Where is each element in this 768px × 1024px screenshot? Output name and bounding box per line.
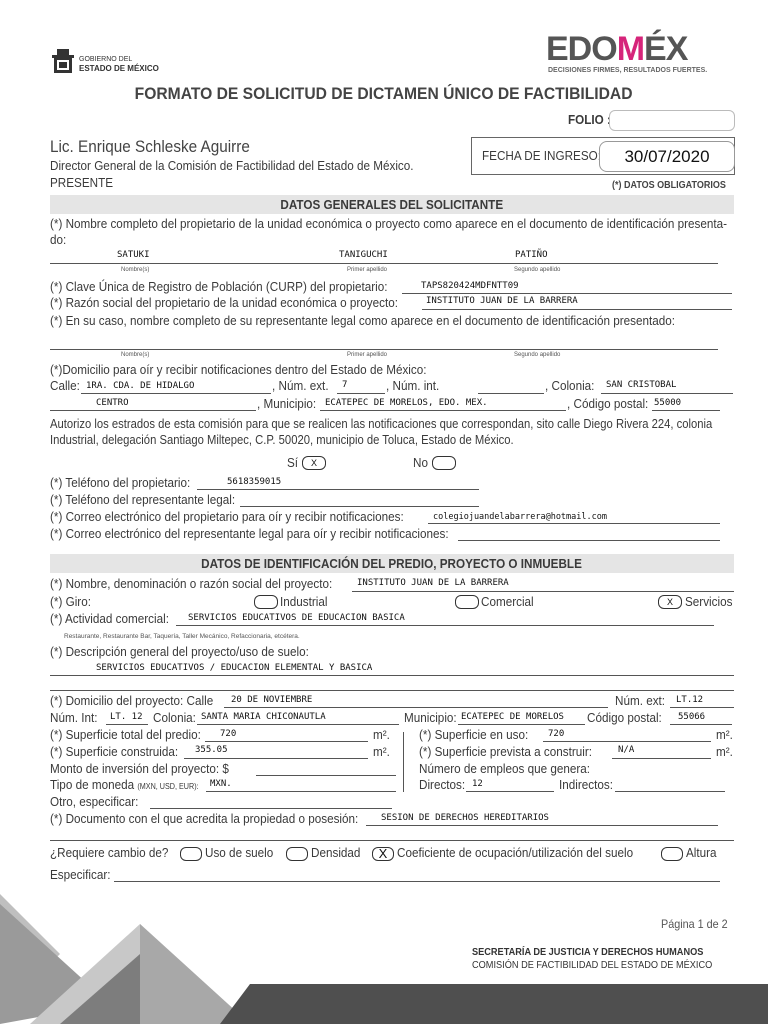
sup-const-label: (*) Superficie construida: [50,744,179,759]
caption-segundo-rep: Segundo apellido [514,352,561,358]
actividad-hint: Restaurante, Restaurante Bar, Taquería, Taller Mecánico, Refaccionaria, etcétera. [64,633,300,640]
footer-secretaria: SECRETARÍA DE JUSTICIA Y DERECHOS HUMANOS [472,947,704,958]
num-ext-line [337,393,385,394]
email-owner-line [428,523,720,524]
dom-col-line [197,724,399,725]
dom-int-value[interactable]: LT. 12 [110,712,143,722]
owner-name-line [50,263,718,264]
caption-primer: Primer apellido [347,267,388,273]
actividad-line [176,625,714,626]
curp-label: (*) Clave Única de Registro de Población (CURP) del propietario: [50,279,388,294]
giro-comercial-checkbox[interactable] [455,595,479,609]
section1-title [50,195,734,214]
si-checkbox[interactable]: X [302,456,326,470]
num-ext-label: , Núm. ext. [272,378,329,393]
giro-servicios-checkbox[interactable]: X [658,595,682,609]
descripcion-line-1 [50,675,734,676]
dom-cp-label: Código postal: [587,710,662,725]
colonia-value[interactable]: SAN CRISTOBAL [606,380,677,390]
owner-name-label-2: do: [50,232,67,247]
sup-const-line [184,758,368,759]
giro-servicios-label: Servicios [685,594,733,609]
calle-value[interactable]: 1RA. CDA. DE HIDALGO [86,381,195,391]
colonia-line [601,393,733,394]
form-title-wrap [0,84,768,104]
altura-checkbox[interactable] [661,847,683,861]
ingreso-label: FECHA DE INGRESO: [482,148,601,163]
dom-cp-value[interactable]: 55066 [678,712,706,722]
section2-title [50,554,734,573]
required-note: (*) DATOS OBLIGATORIOS [612,180,726,191]
sup-total-value[interactable]: 720 [220,729,237,739]
giro-comercial-label: Comercial [481,594,534,609]
dom-ext-value[interactable]: LT.12 [676,695,704,705]
dom-proyecto-label: (*) Domicilio del proyecto: Calle [50,693,214,708]
no-label: No [413,455,428,470]
sup-total-line [205,741,368,742]
dom-calle-value[interactable]: 20 DE NOVIEMBRE [231,695,313,705]
giro-label: (*) Giro: [50,594,91,609]
addressee-position: Director General de la Comisión de Factibilidad del Estado de México. [50,158,414,173]
otro-line[interactable] [150,808,392,809]
cp-label: , Código postal: [567,396,649,411]
moneda-value[interactable]: MXN. [210,779,232,789]
sup-prev-label: (*) Superficie prevista a construir: [419,744,592,759]
no-checkbox[interactable] [432,456,456,470]
rep-label: (*) En su caso, nombre completo de su representante legal como aparece en el documento de identificación presentado: [50,313,676,328]
dom-ext-label: Núm. ext: [615,693,666,708]
sup-total-unit: m². [373,727,390,742]
tel-rep-line[interactable] [240,506,479,507]
email-rep-label: (*) Correo electrónico del representante legal para oír y recibir notificaciones: [50,526,449,541]
razon-line [422,309,732,310]
dom-cp-line [670,724,732,725]
colonia-line-2 [50,410,256,411]
edomex-logo [546,32,736,66]
colonia-value-2[interactable]: CENTRO [96,398,129,408]
ingreso-date[interactable]: 30/07/2020 [599,141,735,172]
calle-label: Calle: [50,378,80,393]
directos-label: Directos: [419,777,466,792]
section2-title-text: DATOS DE IDENTIFICACIÓN DEL PREDIO, PROYECTO O INMUEBLE [201,556,583,571]
si-label: Sí [287,455,299,470]
densidad-label: Densidad [311,845,361,860]
documento-line-2[interactable] [50,840,734,841]
tel-owner-line [197,489,479,490]
razon-label: (*) Razón social del propietario de la unidad económica o proyecto: [50,295,398,310]
actividad-label: (*) Actividad comercial: [50,611,169,626]
proyecto-nombre-value[interactable]: INSTITUTO JUAN DE LA BARRERA [357,578,509,588]
column-divider [403,732,404,792]
municipio-value[interactable]: ECATEPEC DE MORELOS, EDO. MEX. [325,398,488,408]
calle-line [81,393,271,394]
documento-label: (*) Documento con el que acredita la propiedad o posesión: [50,811,359,826]
colonia-label: , Colonia: [545,378,595,393]
descripcion-value[interactable]: SERVICIOS EDUCATIVOS / EDUCACION ELEMENTAL Y BASICA [96,663,373,673]
municipio-label: , Municipio: [257,396,317,411]
proyecto-nombre-label: (*) Nombre, denominación o razón social del proyecto: [50,576,333,591]
gov-name-line1: GOBIERNO DEL [79,56,133,63]
owner-first-name[interactable]: SATUKI [117,250,150,260]
monto-label: Monto de inversión del proyecto: $ [50,761,229,776]
autorizo-line-2: Industrial, delegación Santiago Miltepec, C.P. 50020, municipio de Toluca, Estado de México. [50,433,514,447]
descripcion-line-2[interactable] [50,690,734,691]
brand-part-b: M [616,30,645,68]
num-ext-value[interactable]: 7 [342,380,348,390]
num-int-line[interactable] [478,393,544,394]
owner-last-name-2[interactable]: PATIÑO [515,250,548,260]
dom-ext-line [670,707,734,708]
form-title: FORMATO DE SOLICITUD DE DICTAMEN ÚNICO DE FACTIBILIDAD [135,84,633,103]
indirectos-line[interactable] [615,791,725,792]
dom-int-line [106,724,148,725]
sup-prev-unit: m². [716,744,733,759]
moneda-label-text: Tipo de moneda [50,777,135,792]
tel-owner-value[interactable]: 5618359015 [227,477,282,487]
caption-segundo: Segundo apellido [514,267,561,273]
sup-uso-unit: m². [716,727,733,742]
rep-name-line[interactable] [50,349,718,350]
dom-calle-line [224,707,608,708]
section1-title-text: DATOS GENERALES DEL SOLICITANTE [280,197,504,212]
footer-comision: COMISIÓN DE FACTIBILIDAD DEL ESTADO DE MÉXICO [472,960,713,971]
documento-value[interactable]: SESION DE DERECHOS HEREDITARIOS [381,813,549,823]
sup-uso-line [543,741,711,742]
moneda-hint: (MXN, USD, EUR): [137,782,199,791]
dom-col-value[interactable]: SANTA MARIA CHICONAUTLA [201,712,326,722]
brand-part-c: ÉX [644,30,688,68]
altura-label: Altura [686,845,717,860]
especificar-label: Especificar: [50,867,111,882]
dom-mun-label: Municipio: [404,710,457,725]
state-seal-icon [52,49,74,75]
page-number: Página 1 de 2 [661,917,728,931]
sup-uso-label: (*) Superficie en uso: [419,727,529,742]
dom-mun-line [458,724,585,725]
uso-suelo-label: Uso de suelo [205,845,274,860]
documento-line [366,825,718,826]
folio-field[interactable] [609,110,735,131]
giro-industrial-label: Industrial [280,594,328,609]
brand-part-a: EDO [546,30,617,68]
dom-mun-value[interactable]: ECATEPEC DE MORELOS [461,712,564,722]
moneda-label [50,777,199,792]
gov-logo [52,49,74,75]
caption-nombre-rep: Nombre(s) [121,352,150,358]
sup-uso-value[interactable]: 720 [548,729,565,739]
owner-name-label-1: (*) Nombre completo del propietario de la unidad económica o proyecto como aparece en el documento de identificación presenta- [50,216,728,231]
domicilio-label: (*)Domicilio para oír y recibir notificaciones dentro del Estado de México: [50,362,427,377]
directos-value[interactable]: 12 [472,779,483,789]
cp-line [652,410,720,411]
dom-col-label: Colonia: [153,710,196,725]
indirectos-label: Indirectos: [559,777,613,792]
municipio-line [320,410,566,411]
actividad-value[interactable]: SERVICIOS EDUCATIVOS DE EDUCACION BASICA [188,613,405,623]
dom-int-label: Núm. Int: [50,710,98,725]
sup-total-label: (*) Superficie total del predio: [50,727,201,742]
giro-industrial-checkbox[interactable] [254,595,278,609]
curp-line [402,293,732,294]
densidad-checkbox[interactable] [286,847,308,861]
razon-value[interactable]: INSTITUTO JUAN DE LA BARRERA [426,296,578,306]
empleos-label: Número de empleos que genera: [419,761,591,776]
num-int-label: , Núm. int. [386,378,440,393]
gov-name-line2: ESTADO DE MÉXICO [79,64,159,73]
cambio-label: ¿Requiere cambio de? [50,845,169,860]
cp-value[interactable]: 55000 [654,398,682,408]
coeficiente-checkbox[interactable]: X [372,847,394,861]
sup-prev-line [612,758,711,759]
email-rep-line[interactable] [458,540,720,541]
monto-line[interactable] [256,775,396,776]
caption-primer-rep: Primer apellido [347,352,388,358]
email-owner-value[interactable]: colegiojuandelabarrera@hotmail.com [433,512,607,522]
proyecto-nombre-line [352,591,734,592]
sup-const-value[interactable]: 355.05 [195,745,228,755]
email-owner-label: (*) Correo electrónico del propietario para oír y recibir notificaciones: [50,509,404,524]
curp-value[interactable]: TAPS820424MDFNTT09 [421,281,519,291]
directos-line [466,791,554,792]
especificar-line[interactable] [114,881,720,882]
folio-label: FOLIO : [568,112,611,127]
autorizo-line-1: Autorizo los estrados de esta comisión para que se realicen las notificaciones que correspondan, sito calle Diego Rivera 224, colonia [50,417,713,431]
sup-const-unit: m². [373,744,390,759]
caption-nombre: Nombre(s) [121,267,150,273]
tel-owner-label: (*) Teléfono del propietario: [50,475,191,490]
tel-rep-label: (*) Teléfono del representante legal: [50,492,236,507]
uso-suelo-checkbox[interactable] [180,847,202,861]
sup-prev-value[interactable]: N/A [618,745,635,755]
coeficiente-label: Coeficiente de ocupación/utilización del suelo [397,845,634,860]
descripcion-label: (*) Descripción general del proyecto/uso de suelo: [50,644,309,659]
addressee-name: Lic. Enrique Schleske Aguirre [50,137,250,156]
otro-label: Otro, especificar: [50,794,139,809]
addressee-presente: PRESENTE [50,175,114,190]
owner-last-name-1[interactable]: TANIGUCHI [339,250,388,260]
ingreso-box [471,137,735,175]
moneda-line [206,791,396,792]
brand-tagline: DECISIONES FIRMES, RESULTADOS FUERTES. [548,67,708,74]
